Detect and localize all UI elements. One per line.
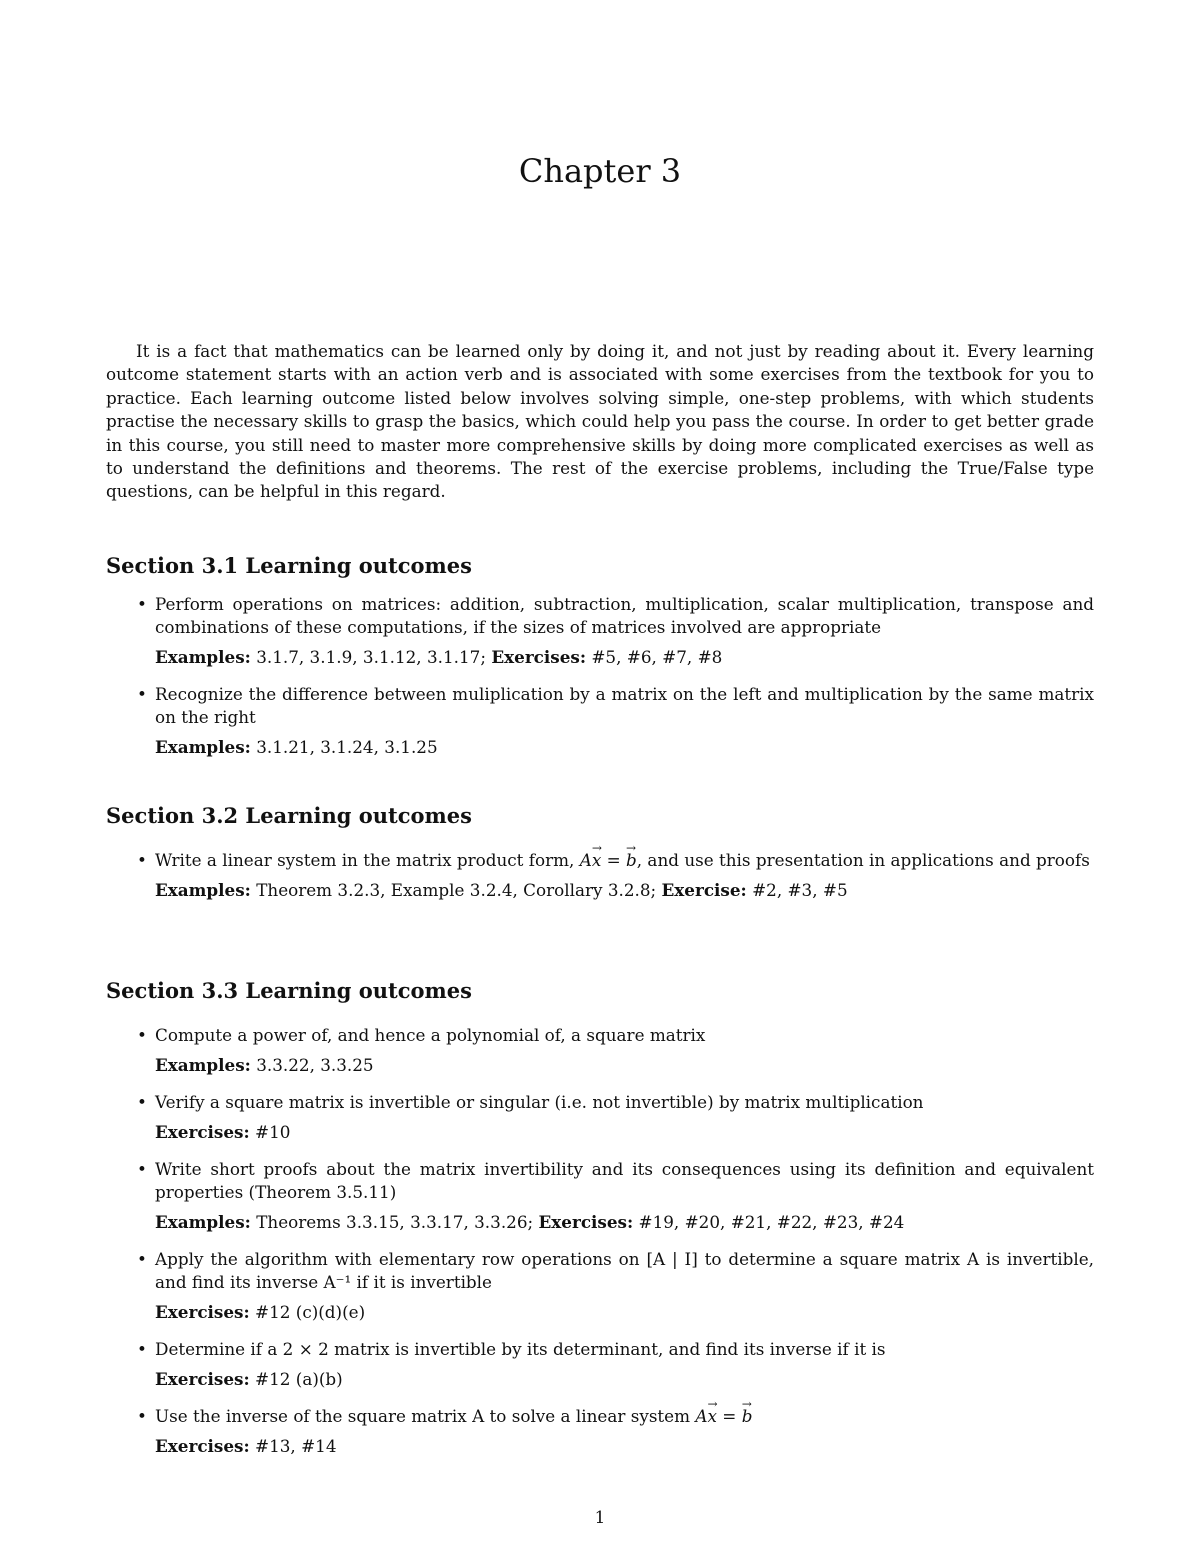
outcome-text: Write short proofs about the matrix invertibility and its consequences using its definition and equivalent properties (Theorem 3.5.11) [155,1159,1094,1202]
outcome-item [106,1158,1094,1234]
outcome-item [106,1248,1094,1324]
ref-value: #12 (c)(d)(e) [249,1302,366,1322]
outcome-text: Verify a square matrix is invertible or singular (i.e. not invertible) by matrix multiplication [155,1092,924,1112]
outcome-references [155,1435,1094,1458]
outcome-list [106,1024,1094,1458]
outcome-references [155,646,1094,669]
outcome-references [155,1121,1094,1144]
ref-value: 3.1.21, 3.1.24, 3.1.25 [250,737,438,757]
outcome-text: Determine if a 2 × 2 matrix is invertible by its determinant, and find its inverse if it is [155,1339,886,1359]
outcome-references [155,1211,1094,1234]
bullet-icon: • [137,684,147,704]
ref-label: Exercises: [491,647,587,667]
ref-value: #12 (a)(b) [249,1369,343,1389]
section-3-1 [106,553,1094,759]
outcome-item [106,1024,1094,1077]
outcome-text: Apply the algorithm with elementary row operations on [A | I] to determine a square matrix A is invertible, and find its inverse A⁻¹ if it is invertible [155,1249,1094,1292]
ref-value: #10 [249,1122,291,1142]
bullet-icon: • [137,1159,147,1179]
math-vector-x: → x [707,1405,716,1428]
outcome-references [155,879,1094,902]
ref-label: Examples: [155,1055,251,1075]
outcome-text: Perform operations on matrices: addition, subtraction, multiplication, scalar multiplication, transpose and combinations of these computations, if the sizes of matrices involved are appropriate [155,594,1094,637]
outcome-text: Recognize the difference between muliplication by a matrix on the left and multiplication by the same matrix on the right [155,684,1094,727]
ref-value: 3.3.22, 3.3.25 [250,1055,374,1075]
outcome-text [155,1405,1094,1428]
outcome-text [155,849,1094,872]
section-heading: Section 3.2 Learning outcomes [106,803,472,828]
ref-value: #19, #20, #21, #22, #23, #24 [633,1212,905,1232]
ref-value: 3.1.7, 3.1.9, 3.1.12, 3.1.17; [250,647,492,667]
outcome-text: Compute a power of, and hence a polynomial of, a square matrix [155,1025,706,1045]
ref-value: Theorem 3.2.3, Example 3.2.4, Corollary 3.2.8; [250,880,662,900]
bullet-icon: • [137,1249,147,1269]
bullet-icon: • [137,594,147,614]
ref-value: #2, #3, #5 [746,880,848,900]
ref-label: Exercises: [155,1369,250,1389]
bullet-icon: • [137,1339,147,1359]
math-vector-b: → b [742,1405,753,1428]
math-matrix-a: A [695,1406,708,1426]
ref-value: Theorems 3.3.15, 3.3.17, 3.3.26; [250,1212,539,1232]
outcome-item [106,1338,1094,1391]
outcome-text-before: Use the inverse of the square matrix A to solve a linear system [155,1406,696,1426]
bullet-icon: • [137,1092,147,1112]
ref-label: Examples: [155,647,251,667]
bullet-icon: • [137,1406,147,1426]
outcome-references [155,1301,1094,1324]
outcome-item [106,683,1094,759]
outcome-item [106,1091,1094,1144]
outcome-item [106,593,1094,669]
intro-paragraph: It is a fact that mathematics can be learned only by doing it, and not just by reading about it. Every learning outcome statement starts with an action verb and is associated with some exercises from the textbook for you to practice. Each learning outcome listed below involves solving simple, one-step problems, with which students practise the necessary skills to grasp the basics, which could help you pass the course. In order to get better grade in this course, you still need to master more comprehensive skills by doing more complicated exercises as well as to understand the definitions and theorems. The rest of the exercise problems, including the True/False type questions, can be helpful in this regard. [106,341,1094,502]
math-vector-b: → b [626,849,637,872]
outcome-text-before: Write a linear system in the matrix product form, [155,850,580,870]
ref-label: Examples: [155,737,251,757]
ref-label: Exercises: [155,1436,250,1456]
outcome-list [106,849,1094,902]
ref-value: #5, #6, #7, #8 [586,647,723,667]
page-number: 1 [594,1507,606,1527]
ref-label: Exercise: [661,880,747,900]
math-matrix-a: A [579,850,592,870]
ref-label: Examples: [155,880,251,900]
ref-label: Exercises: [155,1122,250,1142]
math-equals: = [716,1406,742,1426]
ref-label: Exercises: [155,1302,250,1322]
chapter-title: Chapter 3 [518,152,682,190]
ref-label: Examples: [155,1212,251,1232]
bullet-icon: • [137,1025,147,1045]
outcome-references [155,1368,1094,1391]
outcome-references [155,1054,1094,1077]
section-3-2 [106,803,1094,902]
section-heading: Section 3.3 Learning outcomes [106,978,472,1003]
section-3-3 [106,978,1094,1458]
ref-label: Exercises: [538,1212,634,1232]
outcome-item [106,1405,1094,1458]
bullet-icon: • [137,850,147,870]
outcome-references [155,736,1094,759]
outcome-text-after: , and use this presentation in applications and proofs [636,850,1090,870]
math-equals: = [601,850,627,870]
ref-value: #13, #14 [249,1436,337,1456]
outcome-list [106,593,1094,759]
math-vector-x: → x [592,849,601,872]
outcome-item [106,849,1094,902]
section-heading: Section 3.1 Learning outcomes [106,553,472,578]
